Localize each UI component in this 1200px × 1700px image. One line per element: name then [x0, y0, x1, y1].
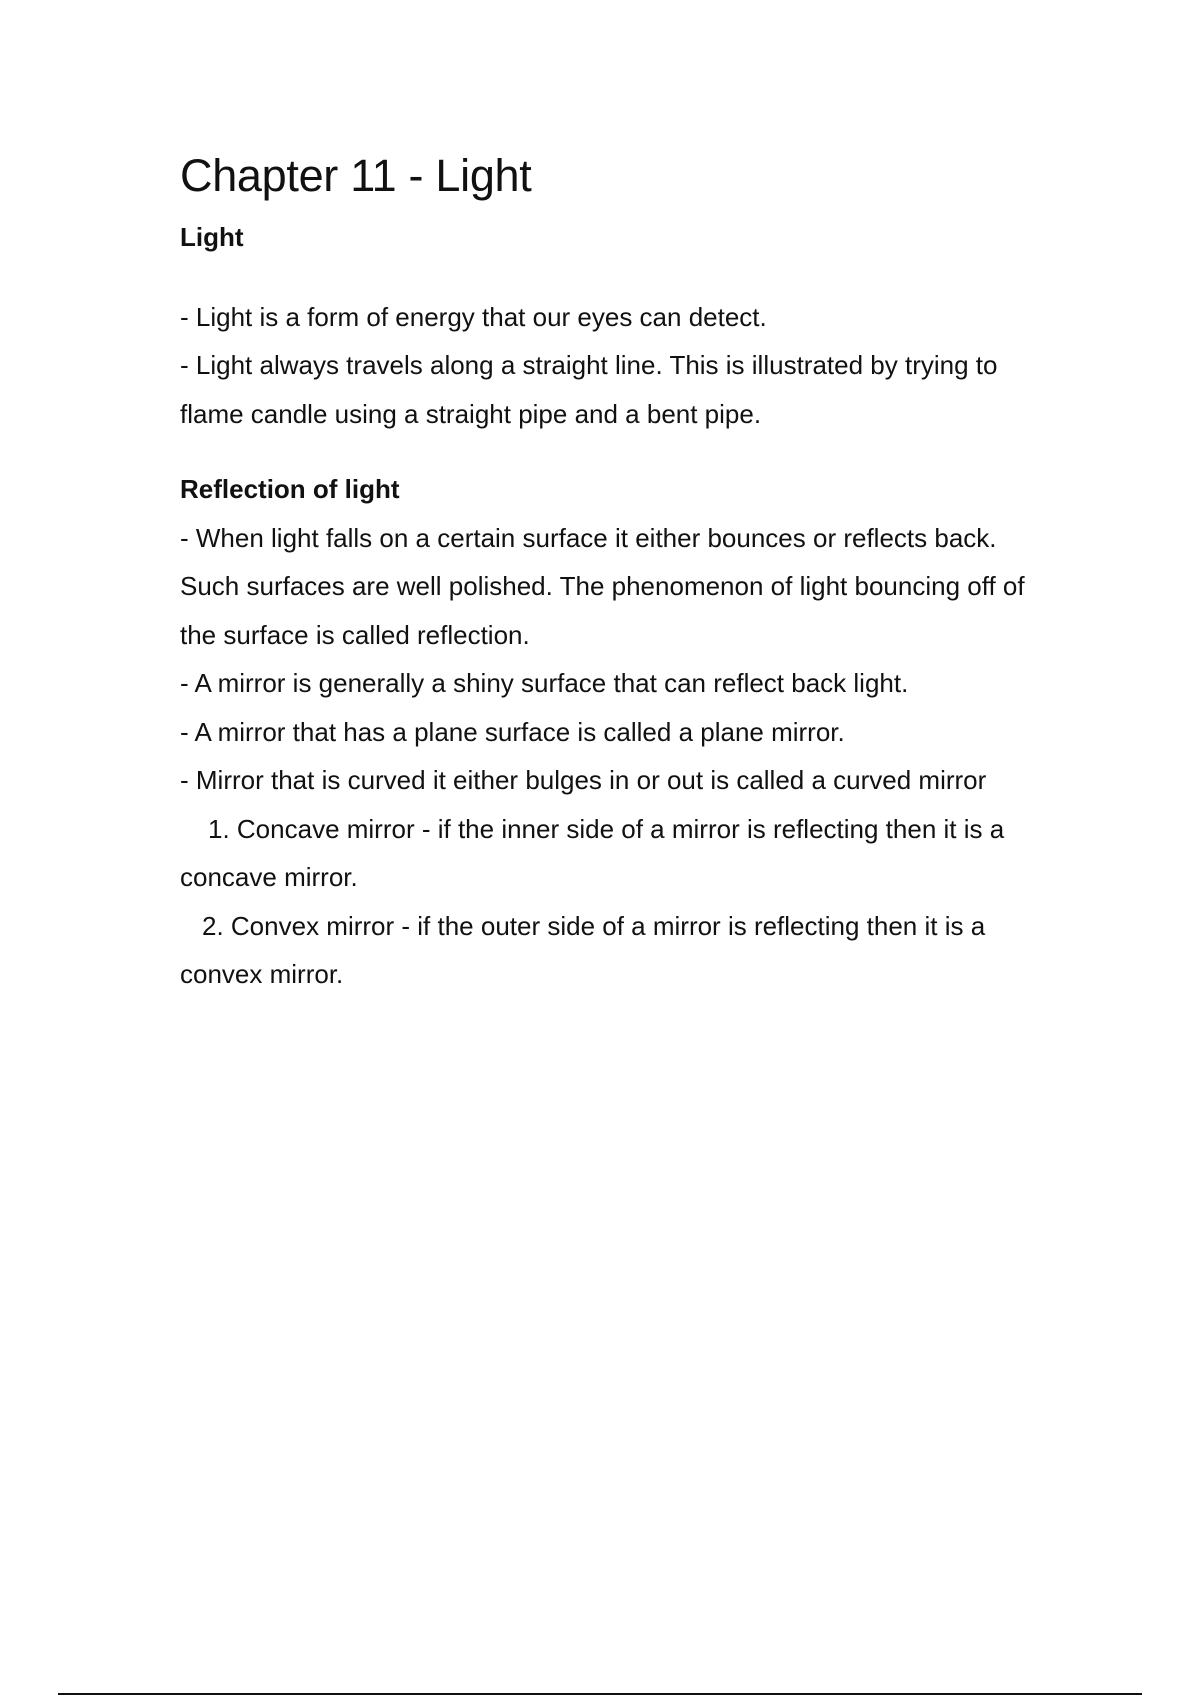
section-light-body: [180, 293, 1040, 439]
section-heading-reflection: Reflection of light: [180, 474, 400, 505]
paragraph-line: - Light always travels along a straight line. This is illustrated by trying to flame candle using a straight pipe and a bent pipe.: [180, 350, 998, 429]
document-page: [180, 150, 1040, 999]
bottom-divider: [58, 1693, 1142, 1695]
section-heading-light: Light: [180, 221, 244, 252]
page-title: Chapter 11 - Light: [180, 150, 532, 201]
paragraph-line: - Mirror that is curved it either bulges in or out is called a curved mirror: [180, 765, 987, 796]
paragraph-line: - Light is a form of energy that our eyes can detect.: [180, 301, 767, 332]
section-reflection-body: [180, 514, 1040, 999]
numbered-item-concave: 1. Concave mirror - if the inner side of a mirror is reflecting then it is a concave mirror.: [180, 813, 1005, 893]
numbered-item-convex: 2. Convex mirror - if the outer side of a mirror is reflecting then it is a convex mirror.: [180, 910, 986, 990]
paragraph-line: - A mirror is generally a shiny surface that can reflect back light.: [180, 668, 909, 699]
paragraph-line: - When light falls on a certain surface it either bounces or reflects back. Such surfaces are well polished. The phenomenon of light bouncing off of the surface is called reflection.: [180, 522, 1025, 650]
paragraph-line: - A mirror that has a plane surface is called a plane mirror.: [180, 716, 845, 747]
